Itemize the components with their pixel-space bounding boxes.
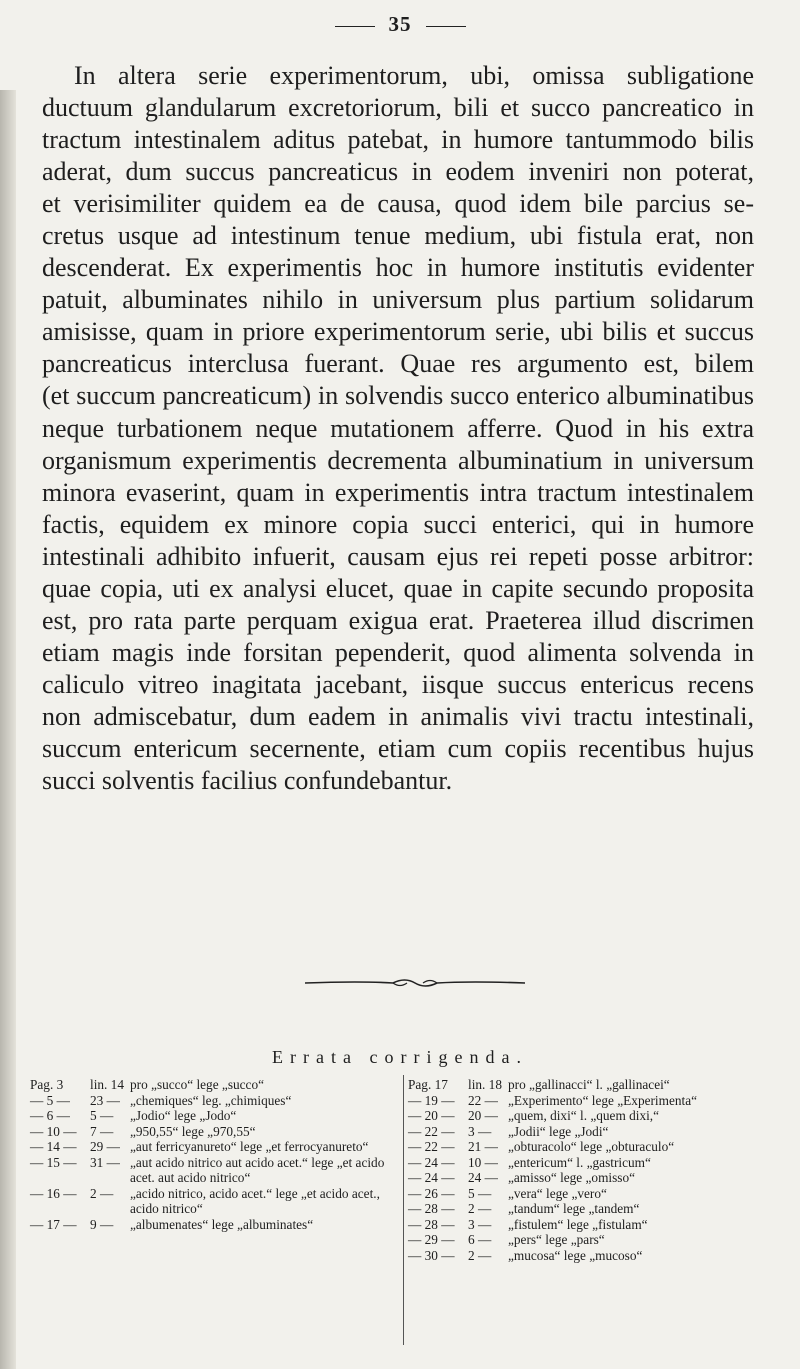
errata-line-ref: 7 — <box>90 1123 114 1139</box>
header-rule-left <box>335 26 375 27</box>
errata-line-ref: 10 — <box>468 1154 498 1170</box>
errata-page-ref: — 20 — <box>408 1108 455 1123</box>
errata-page-ref: — 22 — <box>408 1139 455 1154</box>
errata-entry <box>30 1093 402 1109</box>
text-line: quae copia, uti ex analysi elucet, quae in capite secundo proposita <box>42 573 754 603</box>
errata-entry <box>30 1186 402 1217</box>
errata-page-ref: — 16 — <box>30 1185 77 1201</box>
errata-entry <box>30 1139 402 1155</box>
errata-entry <box>30 1124 402 1140</box>
errata-entry <box>30 1217 402 1233</box>
errata-page-ref: — 14 — <box>30 1139 77 1154</box>
text-line: In altera serie experimentorum, ubi, omissa subligatione <box>74 61 754 90</box>
errata-correction: „obturacolo“ lege „obturaculo“ <box>508 1139 675 1154</box>
errata-column-left <box>30 1077 402 1232</box>
errata-page-ref: — 19 — <box>408 1092 455 1108</box>
errata-line-ref: lin. 14 <box>90 1077 124 1092</box>
text-line: minora evaserint, quam in experimentis intra tractum intestinalem <box>42 477 754 507</box>
errata-entry <box>30 1155 402 1186</box>
errata-line-ref: 21 — <box>468 1139 498 1154</box>
errata-correction: „tandum“ lege „tandem“ <box>508 1201 640 1216</box>
errata-entry <box>408 1186 800 1202</box>
errata-correction: „Jodii“ lege „Jodi“ <box>508 1123 609 1139</box>
errata-line-ref: 23 — <box>90 1092 120 1108</box>
errata-correction: „acido nitrico, acido acet.“ lege „et acido acet., acido nitrico“ <box>130 1185 380 1216</box>
text-line: amisisse, quam in priore experimentorum serie, ubi bilis et succus <box>42 317 754 347</box>
main-paragraph <box>42 60 754 797</box>
errata-line-ref: 22 — <box>468 1092 498 1108</box>
errata-page-ref: — 29 — <box>408 1232 455 1247</box>
text-line: et verisimiliter quidem ea de causa, quod idem bile parcius se- <box>42 189 754 219</box>
errata-page-ref: — 17 — <box>30 1216 77 1232</box>
text-line: etiam magis inde forsitan pependerit, quod alimenta solvenda in <box>42 637 754 667</box>
errata-page-ref: — 30 — <box>408 1247 455 1263</box>
errata-page-ref: — 5 — <box>30 1092 70 1108</box>
errata-line-ref: 5 — <box>468 1185 492 1201</box>
text-line: ductuum glandularum excretoriorum, bili et succo pancreatico in <box>42 93 754 123</box>
errata-line-ref: 6 — <box>468 1232 492 1247</box>
errata-entry <box>408 1155 800 1171</box>
errata-line-ref: 9 — <box>90 1216 114 1232</box>
errata-correction: „quem, dixi“ l. „quem dixi,“ <box>508 1108 660 1123</box>
text-line: (et succum pancreaticum) in solvendis succo enterico albuminatibus <box>42 381 754 411</box>
errata-correction: „amisso“ lege „omisso“ <box>508 1170 636 1185</box>
errata-page-ref: — 6 — <box>30 1108 70 1123</box>
text-line: descenderat. Ex experimentis hoc in humore institutis evidenter <box>42 253 754 283</box>
text-line: caliculo vitreo inagitata jacebant, iisque succus entericus recens <box>42 669 754 699</box>
errata-entry <box>408 1217 800 1233</box>
errata-correction: pro „succo“ lege „succo“ <box>130 1077 265 1092</box>
errata-entry <box>408 1170 800 1186</box>
errata-line-ref: lin. 18 <box>468 1077 502 1092</box>
text-line: succum entericum secernente, etiam cum copiis recentibus hujus <box>42 733 754 763</box>
text-line: factis, equidem ex minore copia succi enterici, qui in humore <box>42 509 754 539</box>
errata-entry <box>408 1093 800 1109</box>
errata-page-ref: — 10 — <box>30 1123 77 1139</box>
errata-line-ref: 24 — <box>468 1170 498 1185</box>
errata-entry <box>30 1108 402 1124</box>
errata-correction: „Jodio“ lege „Jodo“ <box>130 1108 237 1123</box>
errata-page-ref: Pag. 17 <box>408 1077 448 1092</box>
text-line: succi solventis facilius confundebantur. <box>42 766 453 796</box>
errata-page-ref: — 22 — <box>408 1123 455 1139</box>
errata-page-ref: — 24 — <box>408 1154 455 1170</box>
errata-entry <box>408 1077 800 1093</box>
errata-correction: „mucosa“ lege „mucoso“ <box>508 1247 643 1263</box>
errata-line-ref: 3 — <box>468 1216 492 1232</box>
errata-entry <box>408 1139 800 1155</box>
errata-line-ref: 3 — <box>468 1123 492 1139</box>
text-line: organismum experimentis decrementa albuminatium in universum <box>42 445 754 475</box>
errata-line-ref: 2 — <box>90 1185 114 1201</box>
page-binding-edge <box>0 90 16 1369</box>
errata-correction: pro „gallinacci“ l. „gallinacei“ <box>508 1077 670 1092</box>
errata-entry <box>408 1232 800 1248</box>
errata-line-ref: 5 — <box>90 1108 114 1123</box>
errata-correction: „albumenates“ lege „albuminates“ <box>130 1216 314 1232</box>
text-line: neque turbationem neque mutationem afferre. Quod in his extra <box>42 413 754 443</box>
text-line: tractum intestinalem aditus patebat, in humore tantummodo bilis <box>42 125 754 155</box>
text-line: pancreaticus interclusa fuerant. Quae res argumento est, bilem <box>42 349 754 379</box>
errata-entry <box>408 1108 800 1124</box>
text-line: est, pro rata parte perquam exigua erat. Praeterea illud discrimen <box>42 605 754 635</box>
page-number: 35 <box>388 12 412 36</box>
errata-correction: „950,55“ lege „970,55“ <box>130 1123 256 1139</box>
errata-entry <box>30 1077 402 1093</box>
errata-entry <box>408 1124 800 1140</box>
errata-line-ref: 29 — <box>90 1139 120 1154</box>
errata-entry <box>408 1248 800 1264</box>
page-header <box>0 12 800 37</box>
text-line: cretus usque ad intestinum tenue medium, ubi fistula erat, non <box>42 221 754 251</box>
header-rule-right <box>426 26 466 27</box>
errata-correction: „aut acido nitrico aut acido acet.“ lege „et acido acet. aut acido nitrico“ <box>130 1154 385 1185</box>
errata-correction: „pers“ lege „pars“ <box>508 1232 605 1247</box>
decorative-rule-ornament <box>305 975 525 991</box>
errata-page-ref: Pag. 3 <box>30 1077 64 1092</box>
errata-page-ref: — 28 — <box>408 1216 455 1232</box>
errata-line-ref: 31 — <box>90 1154 120 1170</box>
text-line: intestinali adhibito infuerit, causam ejus rei repeti posse arbitror: <box>42 541 754 571</box>
errata-column-right <box>408 1077 800 1263</box>
errata-correction: „entericum“ l. „gastricum“ <box>508 1154 651 1170</box>
errata-correction: „vera“ lege „vero“ <box>508 1185 607 1201</box>
errata-line-ref: 2 — <box>468 1247 492 1263</box>
text-line: non admiscebatur, dum eadem in animalis vivi tractu intestinali, <box>42 701 754 731</box>
errata-column-divider <box>403 1075 404 1345</box>
errata-page-ref: — 26 — <box>408 1185 455 1201</box>
errata-page-ref: — 28 — <box>408 1201 455 1216</box>
text-line: patuit, albuminates nihilo in universum plus partium solidarum <box>42 285 754 315</box>
text-line: aderat, dum succus pancreaticus in eodem inveniri non poterat, <box>42 157 754 187</box>
errata-correction: „chemiques“ leg. „chimiques“ <box>130 1092 292 1108</box>
errata-correction: „aut ferricyanureto“ lege „et ferrocyanureto“ <box>130 1139 369 1154</box>
errata-title: Errata corrigenda. <box>272 1047 528 1067</box>
errata-correction: „fistulem“ lege „fistulam“ <box>508 1216 648 1232</box>
errata-line-ref: 20 — <box>468 1108 498 1123</box>
errata-page-ref: — 15 — <box>30 1154 77 1170</box>
errata-page-ref: — 24 — <box>408 1170 455 1185</box>
errata-entry <box>408 1201 800 1217</box>
errata-line-ref: 2 — <box>468 1201 492 1216</box>
errata-correction: „Experimento“ lege „Experimenta“ <box>508 1092 698 1108</box>
